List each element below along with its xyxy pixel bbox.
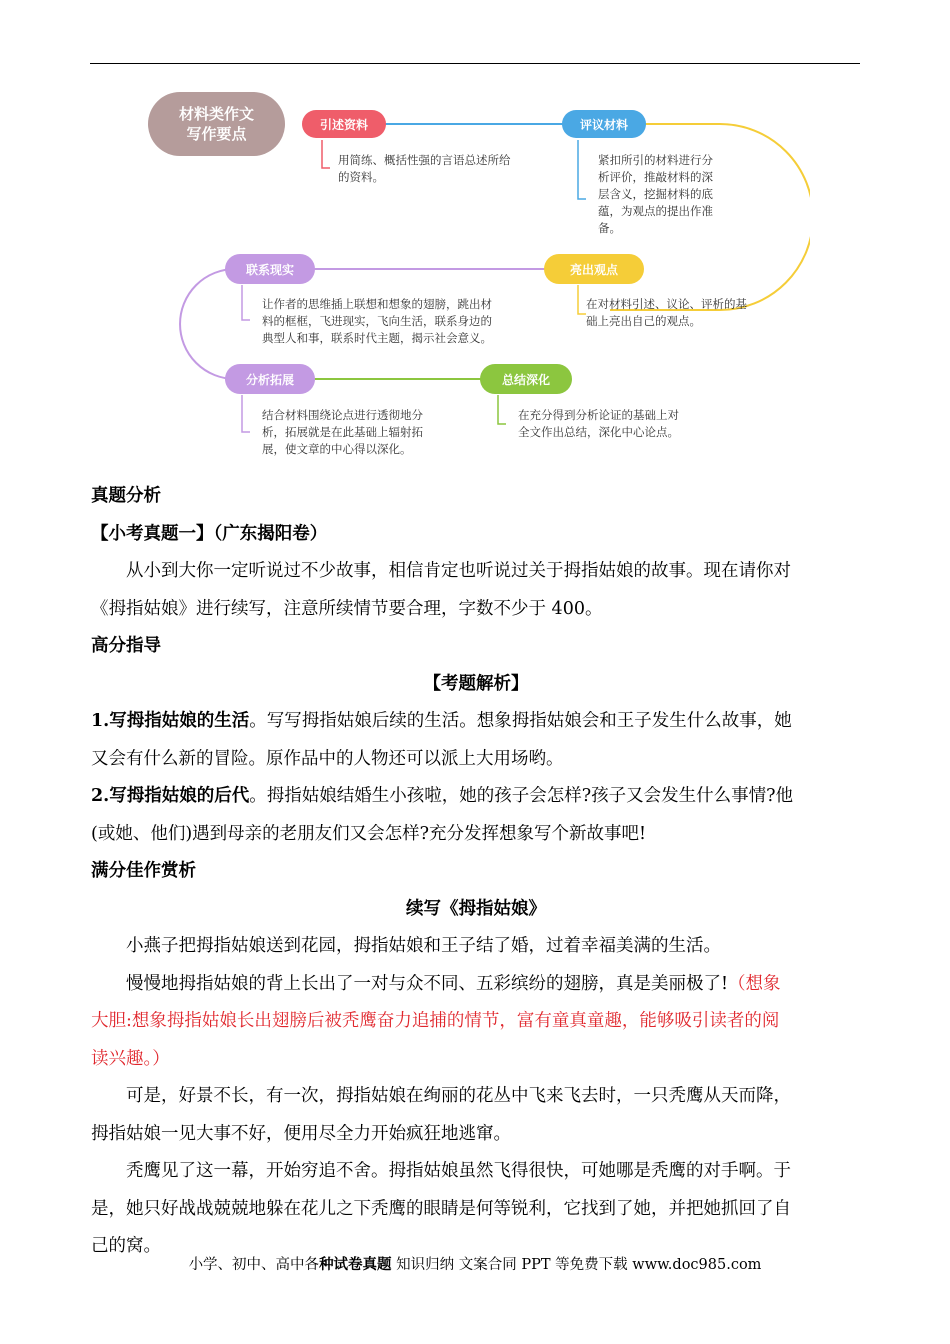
desc-line: 全文作出总结，深化中心论点。: [518, 425, 679, 439]
node-state-view: [544, 254, 644, 284]
desc-evaluate-material: [598, 152, 713, 237]
desc-line: 础上亮出自己的观点。: [586, 314, 701, 328]
bracket-purple: [242, 285, 250, 320]
diagram-title: [148, 92, 285, 156]
point-1-heading: 1.写拇指姑娘的生活: [91, 711, 250, 731]
essay-para-2: [91, 966, 861, 1004]
essay-para-3: 可是，好景不长，有一次，拇指姑娘在绚丽的花丛中飞来飞去时，一只秃鹰从天而降，: [126, 1086, 791, 1106]
point-1-text: 。写写拇指姑娘后续的生活。想象拇指姑娘会和王子发生什么故事，她: [249, 711, 792, 731]
point-1-line-2: 又会有什么新的冒险。原作品中的人物还可以派上大用场哟。: [91, 748, 564, 769]
section-heading-real-exam: 真题分析: [91, 486, 161, 506]
node-label: 总结深化: [501, 372, 550, 387]
essay-title: 续写《拇指姑娘》: [406, 898, 546, 919]
section-heading-model-essay: 满分佳作赏析: [91, 861, 196, 881]
desc-line: 让作者的思维插上联想和想象的翅膀，跳出材: [262, 297, 492, 311]
point-2-text: 。拇指姑娘结婚生小孩啦，她的孩子会怎样?孩子又会发生什么事情?他: [249, 786, 794, 806]
point-1: [91, 703, 861, 741]
desc-line: 在充分得到分析论证的基础上对: [518, 408, 679, 422]
diagram-title-line2: 写作要点: [186, 125, 247, 143]
desc-line: 层含义，挖掘材料的底: [598, 187, 713, 201]
header-rule: [90, 63, 860, 64]
desc-line: 析，拓展就是在此基础上辐射拓: [262, 425, 423, 439]
node-cite-material: [302, 110, 386, 138]
bracket-yellow: [578, 285, 586, 314]
point-2-line-2: (或她、他们)遇到母亲的老朋友们又会怎样?充分发挥想象写个新故事吧!: [91, 823, 647, 844]
node-analyze-expand: [225, 364, 315, 394]
footer-text-bold: 种试卷真题: [319, 1256, 392, 1273]
question-title: 【小考真题一】（广东揭阳卷）: [91, 523, 328, 544]
essay-para-4-line-2: 是，她只好战战兢兢地躲在花儿之下秃鹰的眼睛是何等锐利，它找到了她，并把她抓回了自: [91, 1198, 791, 1219]
annotation-line-3: 读兴趣。）: [91, 1048, 170, 1069]
desc-line: 展，使文章的中心得以深化。: [262, 442, 412, 456]
annotation-start: （想象: [728, 973, 781, 994]
node-label: 引述资料: [319, 117, 368, 132]
essay-para-1: 小燕子把拇指姑娘送到花园，拇指姑娘和王子结了婚，过着幸福美满的生活。: [126, 936, 721, 956]
desc-link-reality: [262, 296, 492, 347]
essay-para-3-line-2: 拇指姑娘一见大事不好，便用尽全力开始疯狂地逃窜。: [91, 1123, 511, 1144]
desc-line: 备。: [598, 221, 621, 235]
footer-text-1: 小学、初中、高中各: [188, 1257, 320, 1273]
desc-line: 在对材料引述、议论、评析的基: [586, 297, 747, 311]
writing-points-diagram: [140, 82, 810, 467]
connector-purple-arc: [180, 269, 235, 379]
desc-line: 结合材料围绕论点进行透彻地分: [262, 408, 423, 422]
bracket-blue: [578, 140, 586, 199]
section-heading-guidance: 高分指导: [91, 636, 161, 656]
desc-line: 料的框框，飞进现实，飞向生活，联系身边的: [262, 314, 492, 328]
desc-line: 典型人和事，联系时代主题，揭示社会意义。: [262, 331, 492, 345]
node-summarize-deepen: [480, 364, 572, 394]
main-content: [91, 478, 861, 1266]
desc-state-view: [586, 296, 747, 330]
node-label: 联系现实: [245, 262, 294, 277]
bracket-red: [322, 140, 330, 168]
node-evaluate-material: [562, 110, 646, 138]
bracket-purple-2: [242, 395, 250, 432]
desc-line: 析评价，推敲材料的深: [598, 170, 713, 184]
node-label: 分析拓展: [245, 372, 294, 387]
desc-summarize-deepen: [518, 407, 679, 441]
desc-line: 的资料。: [338, 170, 384, 184]
desc-analyze-expand: [262, 407, 423, 458]
essay-para-4-line-3: 己的窝。: [91, 1236, 161, 1256]
essay-para-4: 秃鹰见了这一幕，开始穷追不舍。拇指姑娘虽然飞得很快，可她哪是秃鹰的对手啊。于: [126, 1161, 791, 1181]
node-link-reality: [225, 254, 315, 284]
question-line-1: 从小到大你一定听说过不少故事，相信肯定也听说过关于拇指姑娘的故事。现在请你对: [126, 561, 791, 581]
desc-line: 用简练、概括性强的言语总述所给: [338, 153, 511, 167]
point-2-heading: 2.写拇指姑娘的后代: [91, 786, 250, 806]
node-label: 评议材料: [579, 117, 628, 132]
diagram-title-line1: 材料类作文: [178, 105, 254, 123]
desc-line: 蕴，为观点的提出作准: [598, 204, 713, 218]
bracket-green: [498, 395, 506, 424]
footer-text-2: 知识归纳 文案合同 PPT 等免费下载 www.doc985.com: [391, 1257, 762, 1273]
annotation-line-2: 大胆:想象拇指姑娘长出翅膀后被秃鹰奋力追捕的情节，富有童真童趣，能够吸引读者的阅: [91, 1011, 780, 1031]
node-label: 亮出观点: [569, 262, 618, 277]
desc-cite-material: [338, 152, 511, 186]
analysis-title: 【考题解析】: [423, 673, 529, 694]
question-line-2: 《拇指姑娘》进行续写，注意所续情节要合理，字数不少于 400。: [91, 598, 603, 619]
desc-line: 紧扣所引的材料进行分: [598, 153, 713, 167]
page-footer: [0, 1253, 950, 1274]
point-2: [91, 778, 861, 816]
essay-para-2-text: 慢慢地拇指姑娘的背上长出了一对与众不同、五彩缤纷的翅膀，真是美丽极了!: [126, 973, 729, 994]
